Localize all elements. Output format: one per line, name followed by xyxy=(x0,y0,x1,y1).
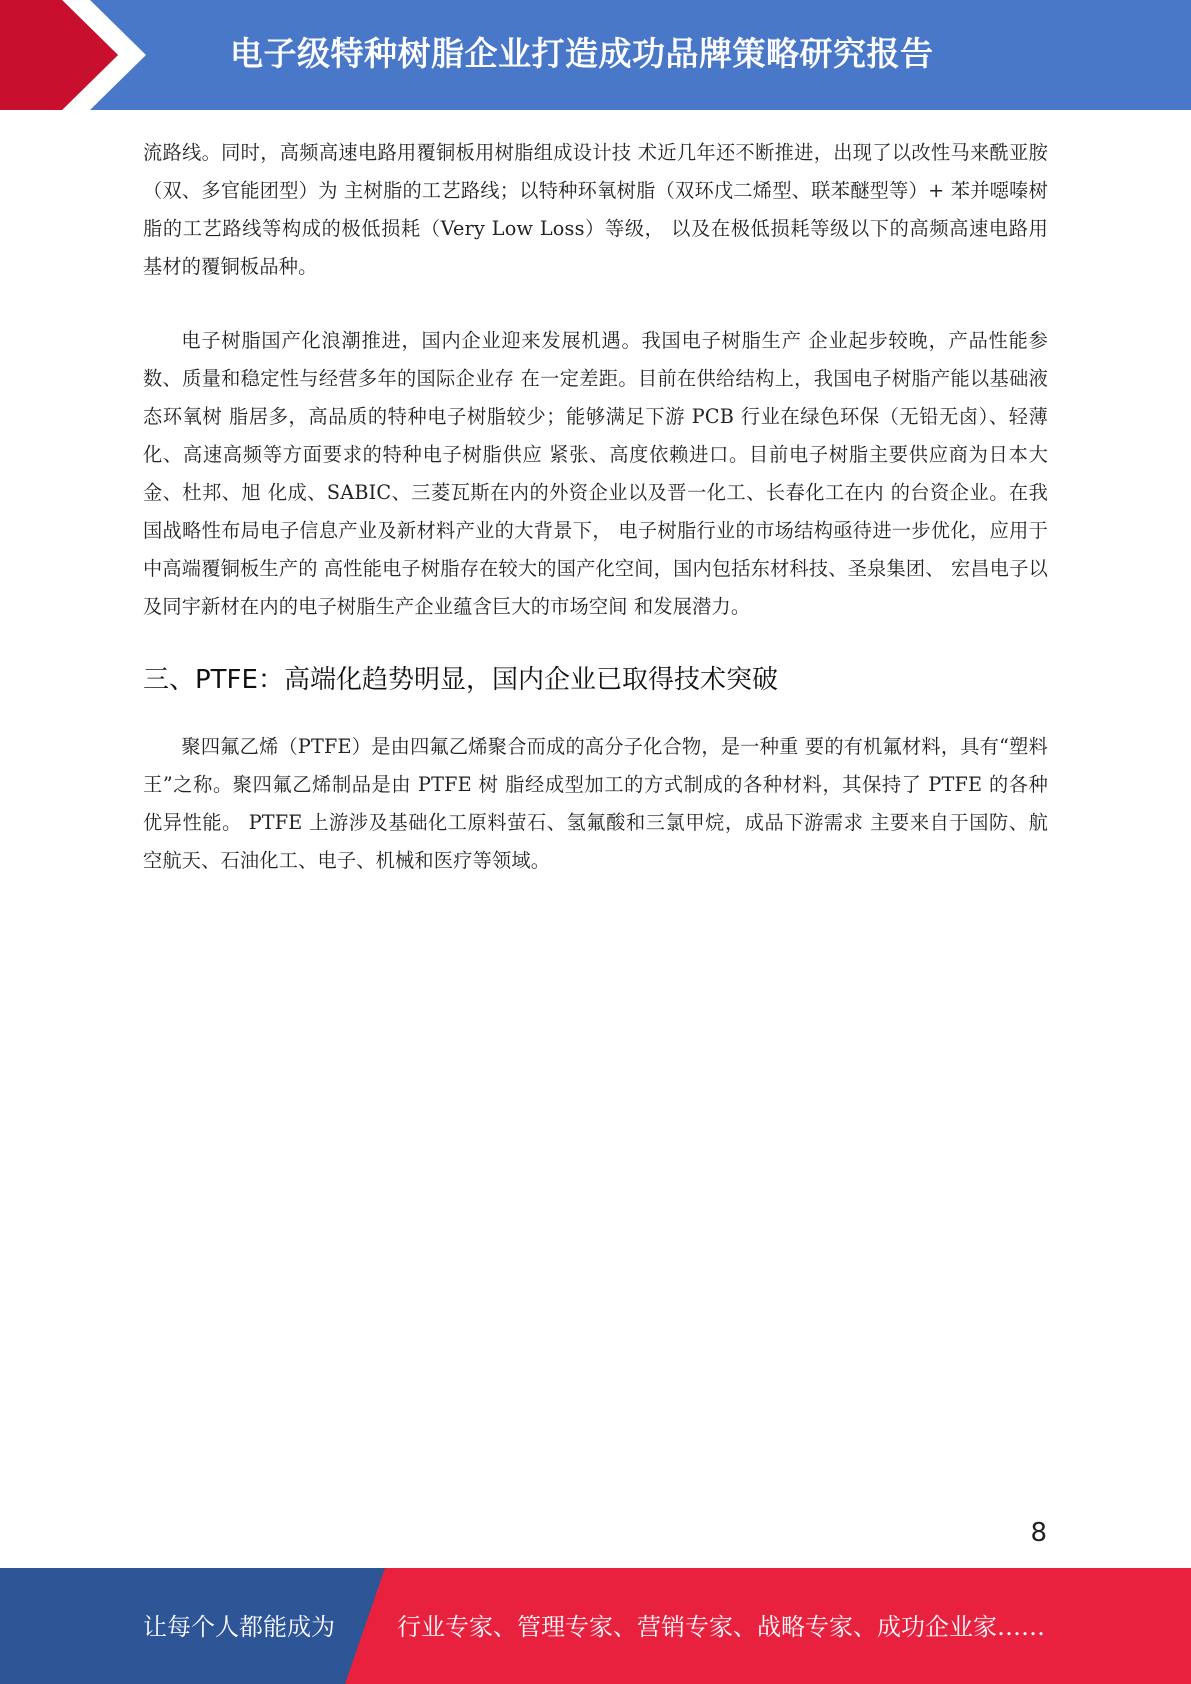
page-header xyxy=(0,0,1191,110)
document-title: 电子级特种树脂企业打造成功品牌策略研究报告 xyxy=(230,34,934,73)
page-number: 8 xyxy=(1030,1518,1047,1548)
section-heading-ptfe: 三、PTFE：高端化趋势明显，国内企业已取得技术突破 xyxy=(143,665,778,695)
footer-slogan-right: 行业专家、管理专家、营销专家、战略专家、成功企业家…… xyxy=(397,1613,1045,1641)
page-footer xyxy=(0,1568,1191,1684)
paragraph-continuation: 流路线。同时，高频高速电路用覆铜板用树脂组成设计技 术近几年还不断推进，出现了以改性马来酰亚胺（双、多官能团型）为 主树脂的工艺路线；以特种环氧树脂（双环戊二烯型、联苯醚型等）+ 苯并噁嗪树脂的工艺路线等构成的极低损耗（Very Low Loss）等级， 以及在极低损耗等级以下的高频高速电路用基材的覆铜板品种。 xyxy=(143,141,1048,278)
paragraph-ptfe: 聚四氟乙烯（PTFE）是由四氟乙烯聚合而成的高分子化合物，是一种重 要的有机氟材料，具有“塑料王”之称。聚四氟乙烯制品是由 PTFE 树 脂经成型加工的方式制成的各种材料，其保持了 PTFE 的各种优异性能。 PTFE 上游涉及基础化工原料萤石、氢氟酸和三氯甲烷，成品下游需求 主要来自于国防、航空航天、石油化工、电子、机械和医疗等领域。 xyxy=(143,735,1048,872)
footer-slogan-left: 让每个人都能成为 xyxy=(143,1613,335,1641)
page-body xyxy=(143,134,1048,880)
paragraph-domestic-opportunity: 电子树脂国产化浪潮推进，国内企业迎来发展机遇。我国电子树脂生产 企业起步较晚，产品性能参数、质量和稳定性与经营多年的国际企业存 在一定差距。目前在供给结构上，我国电子树脂产能以基础液态环氧树 脂居多，高品质的特种电子树脂较少；能够满足下游 PCB 行业在绿色环保（无铅无卤）、轻薄化、高速高频等方面要求的特种电子树脂供应 紧张、高度依赖进口。目前电子树脂主要供应商为日本大金、杜邦、旭 化成、SABIC、三菱瓦斯在内的外资企业以及晋一化工、长春化工在内 的台资企业。在我国战略性布局电子信息产业及新材料产业的大背景下， 电子树脂行业的市场结构亟待进一步优化，应用于中高端覆铜板生产的 高性能电子树脂存在较大的国产化空间，国内包括东材科技、圣泉集团、 宏昌电子以及同宇新材在内的电子树脂生产企业蕴含巨大的市场空间 和发展潜力。 xyxy=(143,329,1048,618)
